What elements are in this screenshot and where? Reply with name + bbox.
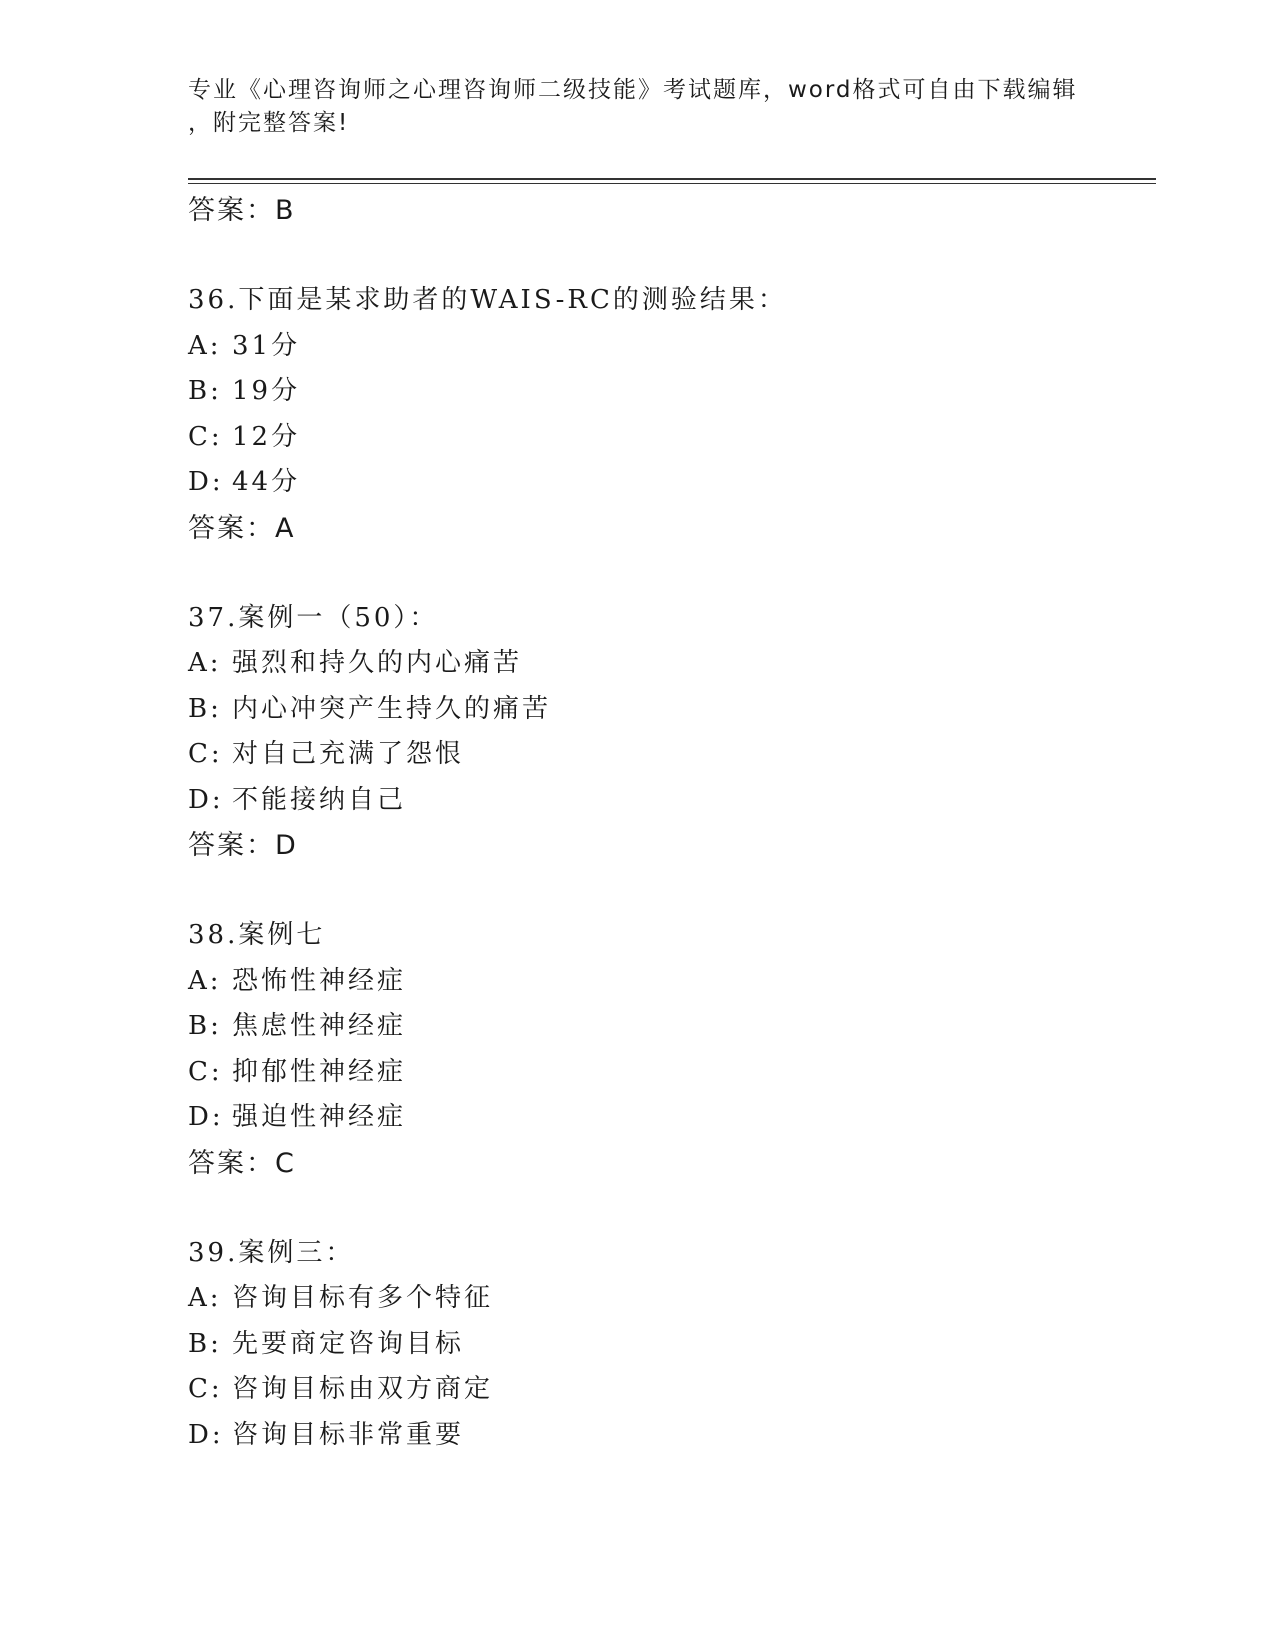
option-c [188, 732, 1148, 778]
option-d [188, 778, 1148, 824]
option-b [188, 1322, 1148, 1368]
question-text: 36.下面是某求助者的WAIS-RC的测验结果： [188, 285, 787, 315]
option-letter: A: [188, 1283, 222, 1313]
question-39 [188, 1231, 1148, 1459]
option-text: 强烈和持久的内心痛苦 [232, 648, 523, 678]
header-divider-thick [188, 178, 1156, 180]
answer-label: 答案：B [188, 195, 296, 226]
answer-label: 答案：C [188, 1147, 296, 1179]
option-text: 先要商定咨询目标 [232, 1328, 465, 1359]
option-text: 咨询目标有多个特征 [232, 1283, 494, 1313]
option-letter: B: [188, 376, 222, 406]
option-b [188, 369, 1148, 415]
question-37 [188, 596, 1148, 870]
option-text: 不能接纳自己 [232, 784, 407, 815]
option-b [188, 1004, 1148, 1050]
answer-label: 答案：D [188, 830, 298, 861]
question-text: 38.案例七 [188, 920, 326, 950]
spacer [188, 869, 1148, 913]
question-36 [188, 278, 1148, 552]
page-header [188, 74, 1088, 140]
option-text: 咨询目标由双方商定 [232, 1374, 494, 1404]
option-letter: D: [188, 1419, 224, 1450]
option-letter: A: [188, 965, 222, 996]
header-divider-thin [188, 183, 1156, 184]
option-letter: B: [188, 693, 222, 724]
option-c [188, 1367, 1148, 1413]
option-text: 咨询目标非常重要 [232, 1419, 465, 1450]
option-a [188, 1276, 1148, 1322]
option-a [188, 324, 1148, 370]
option-letter: B: [188, 1011, 222, 1041]
question-list [188, 188, 1148, 1458]
option-d [188, 1095, 1148, 1141]
option-c [188, 1050, 1148, 1096]
option-letter: A: [188, 648, 222, 678]
answer-label: 答案：A [188, 512, 296, 544]
option-b [188, 687, 1148, 733]
header-line-1: 专业《心理咨询师之心理咨询师二级技能》考试题库，word格式可自由下载编辑 [188, 77, 1078, 103]
option-letter: B: [188, 1328, 222, 1359]
question-38 [188, 913, 1148, 1187]
option-text: 内心冲突产生持久的痛苦 [232, 693, 552, 724]
question-text: 37.案例一（50）： [188, 602, 439, 633]
option-a [188, 641, 1148, 687]
option-c [188, 415, 1148, 461]
option-text: 12分 [232, 421, 301, 452]
option-letter: C: [188, 421, 223, 452]
option-letter: A: [188, 330, 222, 361]
option-d [188, 1413, 1148, 1459]
option-text: 19分 [232, 376, 301, 406]
option-text: 44分 [232, 467, 301, 497]
option-text: 对自己充满了怨恨 [232, 739, 465, 769]
option-text: 抑郁性神经症 [232, 1056, 407, 1087]
option-text: 焦虑性神经症 [232, 1011, 407, 1041]
spacer [188, 552, 1148, 596]
header-line-2: ，附完整答案! [188, 110, 350, 136]
spacer [188, 1187, 1148, 1231]
option-letter: C: [188, 1374, 223, 1404]
question-text: 39.案例三： [188, 1237, 355, 1268]
option-letter: D: [188, 467, 224, 497]
option-letter: D: [188, 784, 224, 815]
option-text: 强迫性神经症 [232, 1102, 407, 1132]
option-letter: C: [188, 739, 223, 769]
option-a [188, 959, 1148, 1005]
option-text: 31分 [232, 330, 301, 361]
option-d [188, 460, 1148, 506]
spacer [188, 234, 1148, 278]
option-text: 恐怖性神经症 [232, 965, 407, 996]
option-letter: D: [188, 1102, 224, 1132]
option-letter: C: [188, 1056, 223, 1087]
